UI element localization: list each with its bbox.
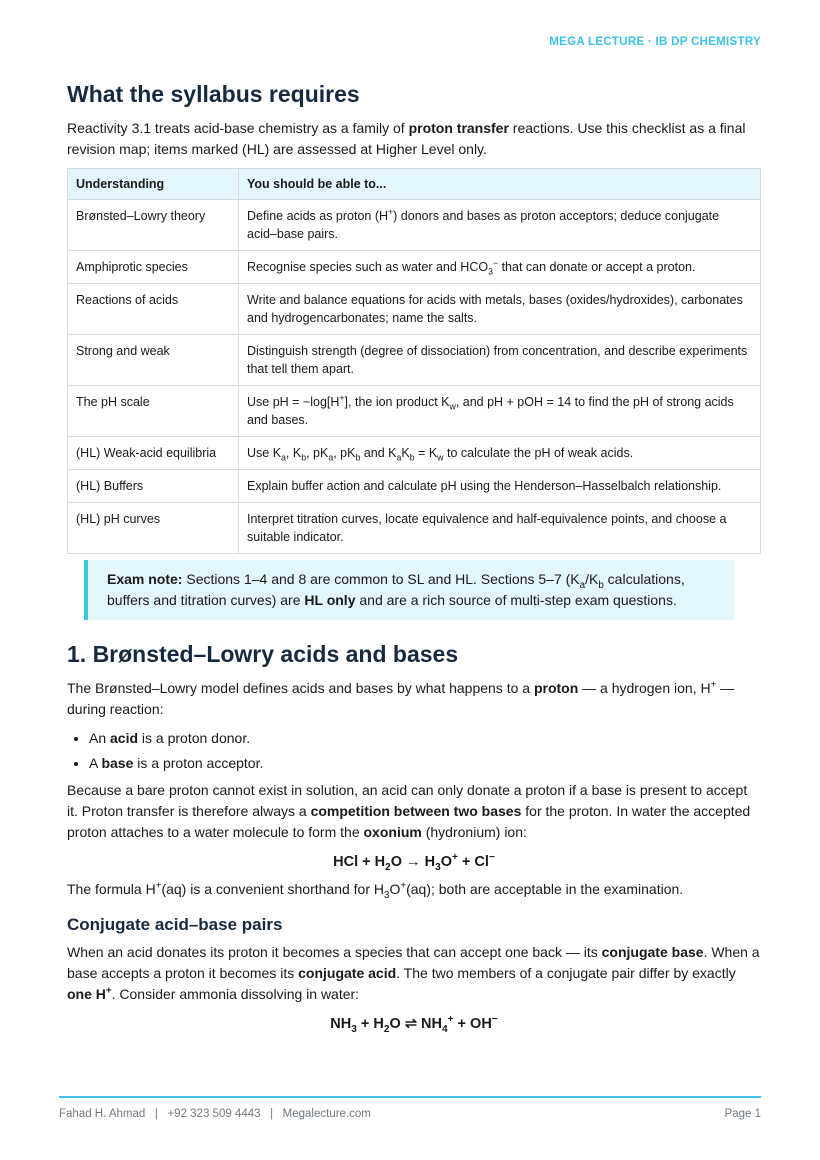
row-requirement: Use pH = −log[H+], the ion product $K_w$, and pH + pOH = 14 to find the pH of strong acids and bases. (239, 386, 761, 437)
row-understanding: Brønsted–Lowry theory (68, 200, 239, 251)
syllabus-title: What the syllabus requires (67, 81, 360, 107)
section-1-title: 1. Brønsted–Lowry acids and bases (67, 641, 459, 667)
conjugate-pairs-heading: Conjugate acid–base pairs (67, 915, 283, 934)
table-row (68, 251, 761, 284)
row-requirement: Write and balance equations for acids with metals, bases (oxides/hydroxides), carbonates and hydrogencarbonates; name the salts. (239, 284, 761, 335)
row-requirement: Use $K_a$, $K_b$, $pK_a$, $pK_b$ and $K_aK_b = K_w$ to calculate the pH of weak acids. (239, 437, 761, 470)
row-requirement: Define acids as proton (H+) donors and bases as proton acceptors; deduce conjugate acid–base pairs. (239, 200, 761, 251)
proton-transfer-paragraph: Because a bare proton cannot exist in solution, an acid can only donate a proton if a base is present to accept it. Proton transfer is therefore always a competition between two bases for the proton. In water the accepted proton attaches to a water molecule to form the oxonium (hydronium) ion: (67, 782, 751, 840)
equation-hcl-water: HCl + $H_2O \to H_3O^+ + Cl^-$ (333, 852, 495, 873)
column-header-able-to: You should be able to... (239, 169, 761, 200)
syllabus-intro: Reactivity 3.1 treats acid-base chemistry as a family of proton transfer reactions. Use this checklist as a final revision map; items marked (HL) are assessed at Higher Level only. (67, 120, 746, 157)
table-header-row (68, 169, 761, 200)
row-understanding: Reactions of acids (68, 284, 239, 335)
row-understanding: The pH scale (68, 386, 239, 437)
column-header-understanding: Understanding (68, 169, 239, 200)
row-requirement: Explain buffer action and calculate pH using the Henderson–Hasselbalch relationship. (239, 470, 761, 503)
page-content (67, 78, 761, 1041)
definition-list (67, 728, 761, 774)
row-understanding: (HL) Buffers (68, 470, 239, 503)
row-understanding: Amphiprotic species (68, 251, 239, 284)
header-brand: MEGA LECTURE · IB DP CHEMISTRY (549, 36, 761, 48)
list-item: • An acid is a proton donor. (89, 728, 761, 749)
table-row (68, 503, 761, 554)
table-row (68, 200, 761, 251)
footer-contact: Fahad H. Ahmad | +92 323 509 4443 | Megalecture.com (59, 1108, 371, 1120)
row-requirement: Distinguish strength (degree of dissociation) from concentration, and describe experiments that tell them apart. (239, 335, 761, 386)
row-requirement: Interpret titration curves, locate equivalence and half-equivalence points, and choose a suitable indicator. (239, 503, 761, 554)
syllabus-table (67, 168, 761, 554)
equation-ammonia-water: $NH_3 + H_2O$ ⇌ $NH_4^+ + OH^-$ (330, 1014, 498, 1035)
table-row (68, 470, 761, 503)
exam-note-label: Exam note: (107, 571, 183, 587)
list-item: • A base is a proton acceptor. (89, 753, 761, 774)
table-row (68, 386, 761, 437)
row-requirement: Recognise species such as water and $HCO_3^-$ that can donate or accept a proton. (239, 251, 761, 284)
row-understanding: (HL) Weak-acid equilibria (68, 437, 239, 470)
conjugate-pairs-paragraph: When an acid donates its proton it becomes a species that can accept one back — its conjugate base. When a base accepts a proton it becomes its conjugate acid. The two members of a conjugate pair differ by exactly one H+. Consider ammonia dissolving in water: (67, 944, 760, 1002)
footer-divider (59, 1096, 761, 1098)
shorthand-paragraph: The formula H+(aq) is a convenient shorthand for $H_3O^+(aq)$; both are acceptable in the examination. (67, 880, 684, 901)
table-row (68, 437, 761, 470)
table-row (68, 335, 761, 386)
page-number: Page 1 (724, 1108, 761, 1120)
row-understanding: (HL) pH curves (68, 503, 239, 554)
row-understanding: Strong and weak (68, 335, 239, 386)
section-1-intro: The Brønsted–Lowry model defines acids and bases by what happens to a proton — a hydrogen ion, H+ — during reaction: (67, 679, 735, 717)
table-row (68, 284, 761, 335)
exam-note-callout: Exam note: Sections 1–4 and 8 are common to SL and HL. Sections 5–7 ($K_a/K_b$ calculations, buffers and titration curves) are HL only and are a rich source of multi-step exam questions. (84, 560, 734, 620)
